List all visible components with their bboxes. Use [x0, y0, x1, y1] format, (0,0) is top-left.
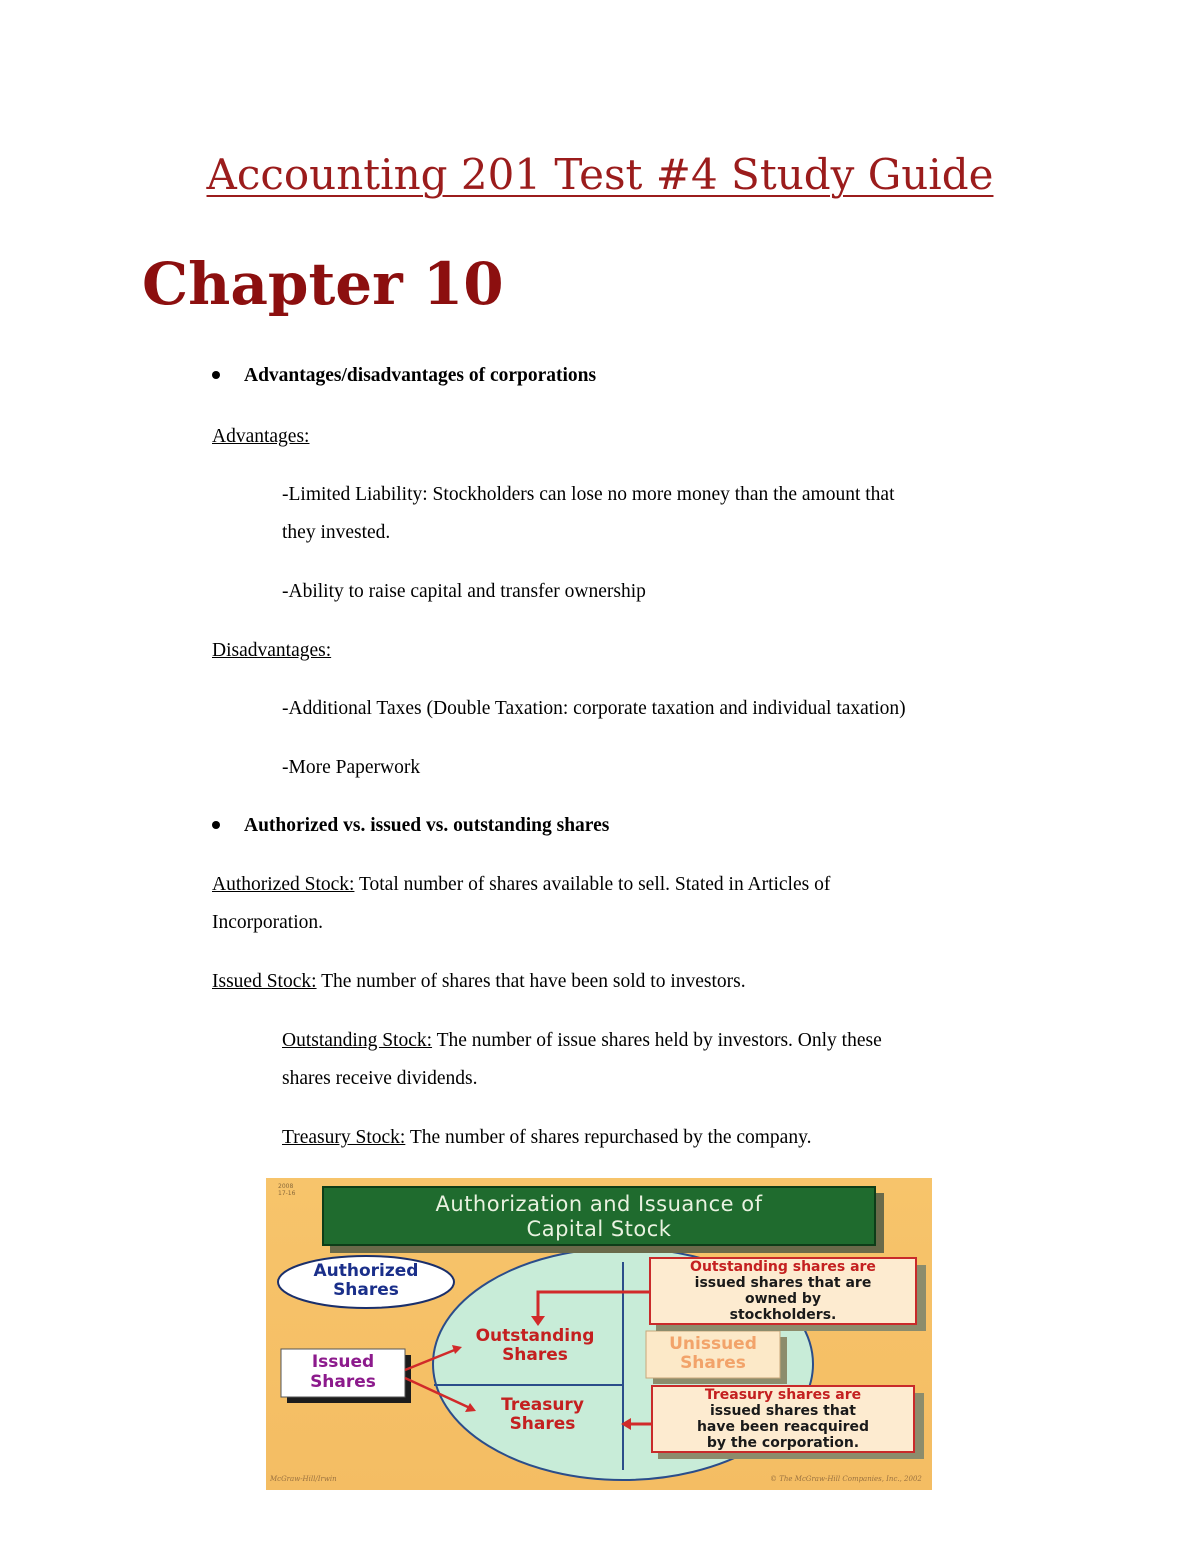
disadvantage-paperwork: -More Paperwork: [282, 757, 421, 778]
advantage-raise-capital: -Ability to raise capital and transfer ownership: [282, 581, 646, 602]
authorized-shares-line1: Authorized: [313, 1261, 419, 1281]
treasury-stock-text: The number of shares repurchased by the company.: [405, 1127, 812, 1148]
authorized-shares-label: [290, 1262, 442, 1300]
document-title: Accounting 201 Test #4 Study Guide: [206, 150, 994, 199]
disadvantages-label: Disadvantages:: [212, 640, 332, 661]
diagram-footer-copyright: © The McGraw-Hill Companies, Inc., 2002: [770, 1475, 922, 1483]
authorized-stock-label: Authorized Stock:: [212, 874, 355, 895]
issued-shares-label: [281, 1352, 405, 1392]
treasury-shares-line2: Shares: [509, 1414, 576, 1434]
unissued-shares-line1: Unissued: [669, 1334, 757, 1354]
treasury-note-line4: by the corporation.: [706, 1435, 860, 1451]
slide-number: 17-16: [278, 1190, 296, 1197]
outstanding-stock-text: The number of issue shares held by investors. Only these: [432, 1030, 882, 1051]
outstanding-note-line2: issued shares that are: [694, 1275, 872, 1291]
treasury-shares-line1: Treasury: [501, 1395, 584, 1415]
treasury-note-line2: issued shares that: [710, 1403, 856, 1419]
issued-shares-line1: Issued: [311, 1352, 375, 1372]
outstanding-stock-label: Outstanding Stock:: [282, 1030, 433, 1051]
treasury-note-line1: Treasury shares are: [704, 1387, 862, 1403]
diagram-title-line1: Authorization and Issuance of: [435, 1192, 763, 1216]
outstanding-stock-definition-cont: shares receive dividends.: [282, 1068, 478, 1089]
outstanding-shares-line2: Shares: [502, 1345, 568, 1365]
advantage-limited-liability: -Limited Liability: Stockholders can lose no more money than the amount that: [282, 484, 895, 505]
issued-stock-text: The number of shares that have been sold to investors.: [316, 971, 746, 992]
outstanding-shares-line1: Outstanding: [475, 1326, 595, 1346]
authorized-stock-text: Total number of shares available to sell. Stated in Articles of: [354, 874, 831, 895]
section-heading-text: Advantages/disadvantages of corporations: [244, 365, 597, 386]
advantage-limited-liability-cont: they invested.: [282, 522, 391, 543]
diagram-title: [322, 1186, 876, 1246]
outstanding-note-line3: owned by: [744, 1291, 822, 1307]
authorized-stock-definition-cont: Incorporation.: [212, 912, 324, 933]
advantages-label: Advantages:: [212, 426, 310, 447]
treasury-note: [652, 1387, 914, 1451]
diagram-slide-number: [278, 1183, 295, 1197]
diagram-title-line2: Capital Stock: [526, 1217, 672, 1241]
outstanding-shares-label: [450, 1327, 620, 1365]
slide-year: 2008: [278, 1183, 294, 1190]
authorized-shares-line2: Shares: [333, 1280, 399, 1300]
outstanding-note-line4: stockholders.: [729, 1307, 837, 1323]
issued-shares-line2: Shares: [310, 1372, 376, 1392]
disadvantage-taxes: -Additional Taxes (Double Taxation: corporate taxation and individual taxation): [282, 698, 906, 719]
treasury-stock-label: Treasury Stock:: [282, 1127, 406, 1148]
chapter-heading: Chapter 10: [142, 250, 504, 318]
section-heading-text: Authorized vs. issued vs. outstanding shares: [244, 815, 610, 836]
treasury-shares-label: [470, 1396, 615, 1434]
unissued-shares-line2: Shares: [680, 1353, 746, 1373]
unissued-shares-label: [646, 1335, 780, 1373]
treasury-note-line3: have been reacquired: [696, 1419, 870, 1435]
issued-stock-label: Issued Stock:: [212, 971, 317, 992]
diagram-footer-publisher: McGraw-Hill/Irwin: [270, 1475, 337, 1483]
outstanding-note: [650, 1259, 916, 1323]
outstanding-note-line1: Outstanding shares are: [690, 1259, 876, 1275]
